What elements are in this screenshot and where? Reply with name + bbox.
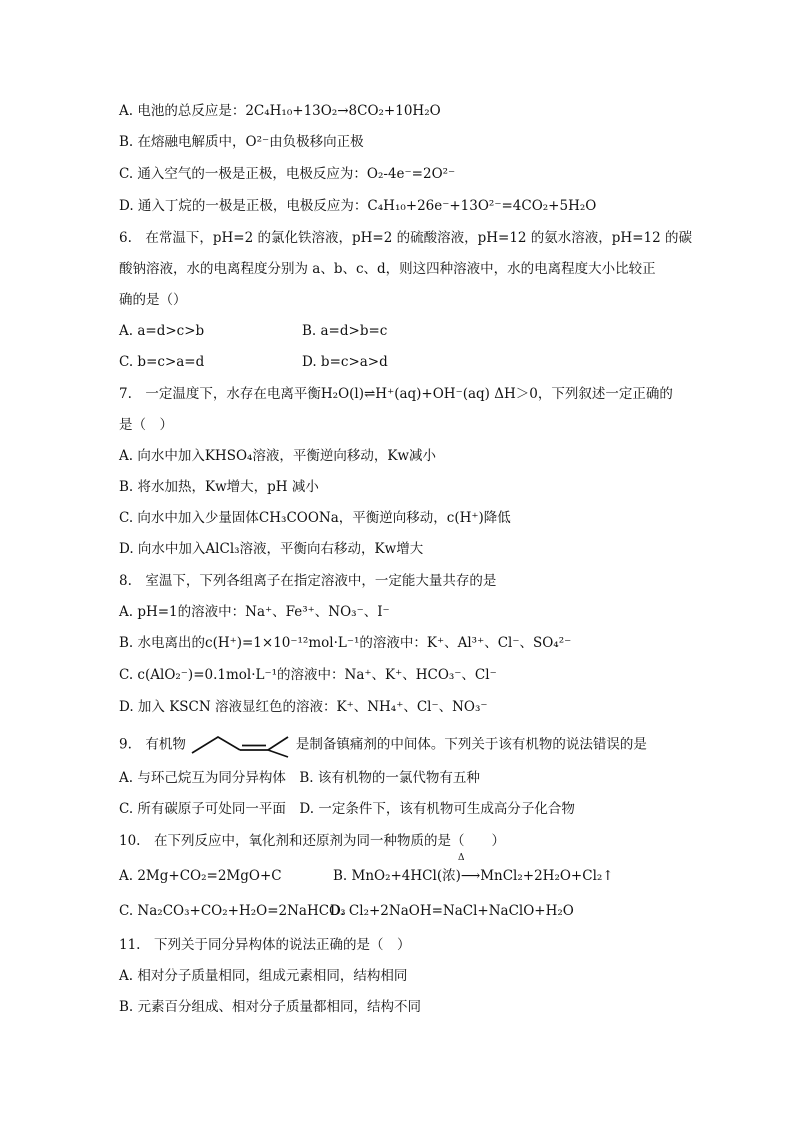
q7-option-d: D. 向水中加入AlCl₃溶液，平衡向右移动，Kw增大: [119, 541, 424, 557]
q7-option-b: B. 将水加热，Kw增大，pH 减小: [119, 479, 319, 495]
q11-option-b: B. 元素百分组成、相对分子质量都相同，结构不同: [119, 999, 422, 1015]
q6-option-c: C. b=c>a=d: [119, 354, 205, 370]
q7-stem-line2: 是（ ）: [119, 417, 173, 433]
q6-stem-line1: 6. 在常温下，pH=2 的氯化铁溶液，pH=2 的硫酸溶液，pH=12 的氨水溶液，pH=12 的碳: [119, 230, 692, 246]
q7-option-a: A. 向水中加入KHSO₄溶液，平衡逆向移动，Kw减小: [119, 448, 437, 464]
q6-stem-line2: 酸钠溶液，水的电离程度分别为 a、b、c、d，则这四种溶液中，水的电离程度大小比较正: [119, 261, 656, 277]
q6-option-a: A. a=d>c>b: [119, 323, 205, 339]
q11-stem: 11. 下列关于同分异构体的说法正确的是（ ）: [119, 937, 411, 953]
q10-option-a: A. 2Mg+CO₂=2MgO+C: [119, 868, 282, 884]
q5-option-a: A. 电池的总反应是：2C₄H₁₀+13O₂→8CO₂+10H₂O: [119, 103, 441, 119]
q9-stem: [119, 732, 754, 758]
q10-option-d: D. Cl₂+2NaOH=NaCl+NaClO+H₂O: [330, 903, 574, 919]
skeletal-formula-icon: [188, 732, 294, 758]
q5-option-b: B. 在熔融电解质中，O²⁻由负极移向正极: [119, 134, 364, 150]
q6-stem-line3: 确的是（）: [119, 292, 187, 308]
q8-option-a: A. pH=1的溶液中：Na⁺、Fe³⁺、NO₃⁻、I⁻: [119, 604, 390, 620]
q5-option-c: C. 通入空气的一极是正极，电极反应为：O₂-4e⁻=2O²⁻: [119, 166, 456, 182]
q10-heat-symbol: Δ: [458, 853, 465, 863]
q10-option-b: B. MnO₂+4HCl(浓)⟶MnCl₂+2H₂O+Cl₂↑: [333, 868, 614, 884]
q6-option-d: D. b=c>a>d: [302, 354, 388, 370]
q5-option-d: D. 通入丁烷的一极是正极，电极反应为：C₄H₁₀+26e⁻+13O²⁻=4CO₂+5H₂O: [119, 198, 597, 214]
q9-stem-prefix: 9. 有机物: [119, 736, 186, 753]
q8-stem: 8. 室温下，下列各组离子在指定溶液中，一定能大量共存的是: [119, 573, 497, 589]
q9-options-ab: A. 与环己烷互为同分异构体 B. 该有机物的一氯代物有五种: [119, 770, 480, 786]
q9-options-cd: C. 所有碳原子可处同一平面 D. 一定条件下，该有机物可生成高分子化合物: [119, 801, 575, 817]
q10-option-c: C. Na₂CO₃+CO₂+H₂O=2NaHCO₃: [119, 903, 346, 919]
q8-option-b: B. 水电离出的c(H⁺)=1×10⁻¹²mol·L⁻¹的溶液中：K⁺、Al³⁺、Cl⁻、SO₄²⁻: [119, 635, 572, 651]
q8-option-d: D. 加入 KSCN 溶液显红色的溶液：K⁺、NH₄⁺、Cl⁻、NO₃⁻: [119, 699, 488, 715]
q6-option-b: B. a=d>b=c: [302, 323, 388, 339]
q9-stem-suffix: 是制备镇痛剂的中间体。下列关于该有机物的说法错误的是: [295, 736, 647, 753]
q10-stem: 10. 在下列反应中，氧化剂和还原剂为同一种物质的是（ ）: [119, 833, 505, 849]
q8-option-c: C. c(AlO₂⁻)=0.1mol·L⁻¹的溶液中：Na⁺、K⁺、HCO₃⁻、Cl⁻: [119, 667, 497, 683]
q7-option-c: C. 向水中加入少量固体CH₃COONa，平衡逆向移动，c(H⁺)降低: [119, 510, 511, 526]
q7-stem-line1: 7. 一定温度下，水存在电离平衡H₂O(l)⇌H⁺(aq)+OH⁻(aq) ΔH＞0，下列叙述一定正确的: [119, 386, 673, 402]
q11-option-a: A. 相对分子质量相同，组成元素相同，结构相同: [119, 968, 408, 984]
